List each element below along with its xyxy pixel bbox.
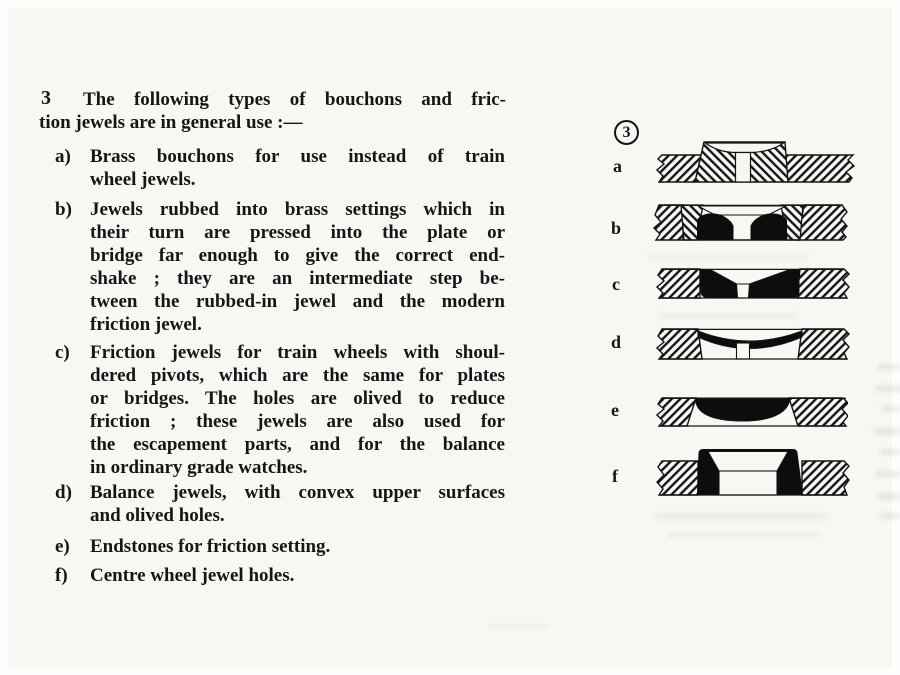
list-item-d [55, 481, 505, 527]
intro-paragraph [39, 88, 506, 134]
item-letter: f) [55, 565, 68, 586]
intro-text-line-2: tion jewels are in general use :— [39, 112, 303, 133]
item-text-line: Centre wheel jewel holes. [90, 565, 295, 586]
bleedthrough-smudge [874, 428, 900, 435]
item-text-line: the escapement parts, and for the balance [90, 434, 505, 455]
endstone-icon [656, 396, 848, 429]
bleedthrough-smudge [879, 449, 900, 455]
item-text-line: tween the rubbed-in jewel and the modern [90, 291, 505, 312]
list-item-e [55, 535, 505, 558]
bleedthrough-smudge [880, 513, 900, 519]
paragraph-number: 3 [41, 87, 51, 109]
diagram-label-f: f [612, 466, 618, 486]
intro-text-line-1: The following types of bouchons and fric- [83, 89, 506, 110]
item-text-line: wheel jewels. [90, 169, 196, 190]
item-letter: b) [55, 199, 72, 220]
item-text-line: friction ; these jewels are also used for [90, 411, 505, 432]
figure-number: 3 [622, 123, 631, 141]
item-text-line: friction jewel. [90, 314, 202, 335]
diagram-label-e: e [611, 400, 619, 420]
item-text-line: dered pivots, which are the same for plates [90, 365, 505, 386]
item-text-line: Friction jewels for train wheels with shoul- [90, 342, 505, 363]
list-item-a [55, 145, 505, 191]
bleedthrough-smudge [668, 532, 818, 538]
brass-bouchon-section-icon [656, 141, 856, 186]
centre-wheel-jewel-icon [656, 449, 850, 497]
list-item-f [55, 564, 505, 587]
bleedthrough-smudge [881, 406, 900, 412]
item-text-line: Brass bouchons for use instead of train [90, 146, 505, 167]
item-text-line: Balance jewels, with convex upper surfaces [90, 482, 505, 503]
book-page [8, 8, 892, 667]
item-text-line: their turn are pressed into the plate or [90, 222, 505, 243]
diagram-label-c: c [612, 274, 620, 294]
item-text-line: in ordinary grade watches. [90, 457, 308, 478]
item-text-line: and olived holes. [90, 505, 225, 526]
figure-number-badge [614, 120, 639, 145]
item-text-line: shake ; they are an intermediate step be- [90, 268, 505, 289]
bleedthrough-smudge [876, 385, 900, 392]
item-text-line: bridge far enough to give the correct end- [90, 245, 505, 266]
diagram-label-d: d [611, 332, 622, 352]
item-text-line: or bridges. The holes are olived to reduce [90, 388, 505, 409]
bleedthrough-smudge [658, 313, 798, 319]
item-letter: e) [55, 536, 70, 557]
bleedthrough-smudge [875, 471, 900, 477]
item-letter: d) [55, 482, 72, 503]
bleedthrough-smudge [877, 493, 900, 500]
balance-jewel-icon [656, 327, 850, 362]
rubbed-in-jewel-setting-icon [653, 204, 848, 242]
list-item-c [55, 341, 505, 479]
intro-line [39, 88, 506, 111]
item-letter: a) [55, 146, 71, 167]
item-text-line: Jewels rubbed into brass settings which in [90, 199, 505, 220]
list-item-b [55, 198, 505, 336]
bleedthrough-smudge [648, 254, 808, 260]
friction-jewel-icon [656, 267, 850, 301]
diagram-label-b: b [611, 218, 622, 238]
item-letter: c) [55, 342, 70, 363]
bleedthrough-smudge [878, 364, 900, 370]
diagram-label-a: a [613, 156, 622, 176]
bleedthrough-smudge [488, 624, 548, 629]
item-text-line: Endstones for friction setting. [90, 536, 331, 557]
bleedthrough-smudge [653, 513, 828, 520]
